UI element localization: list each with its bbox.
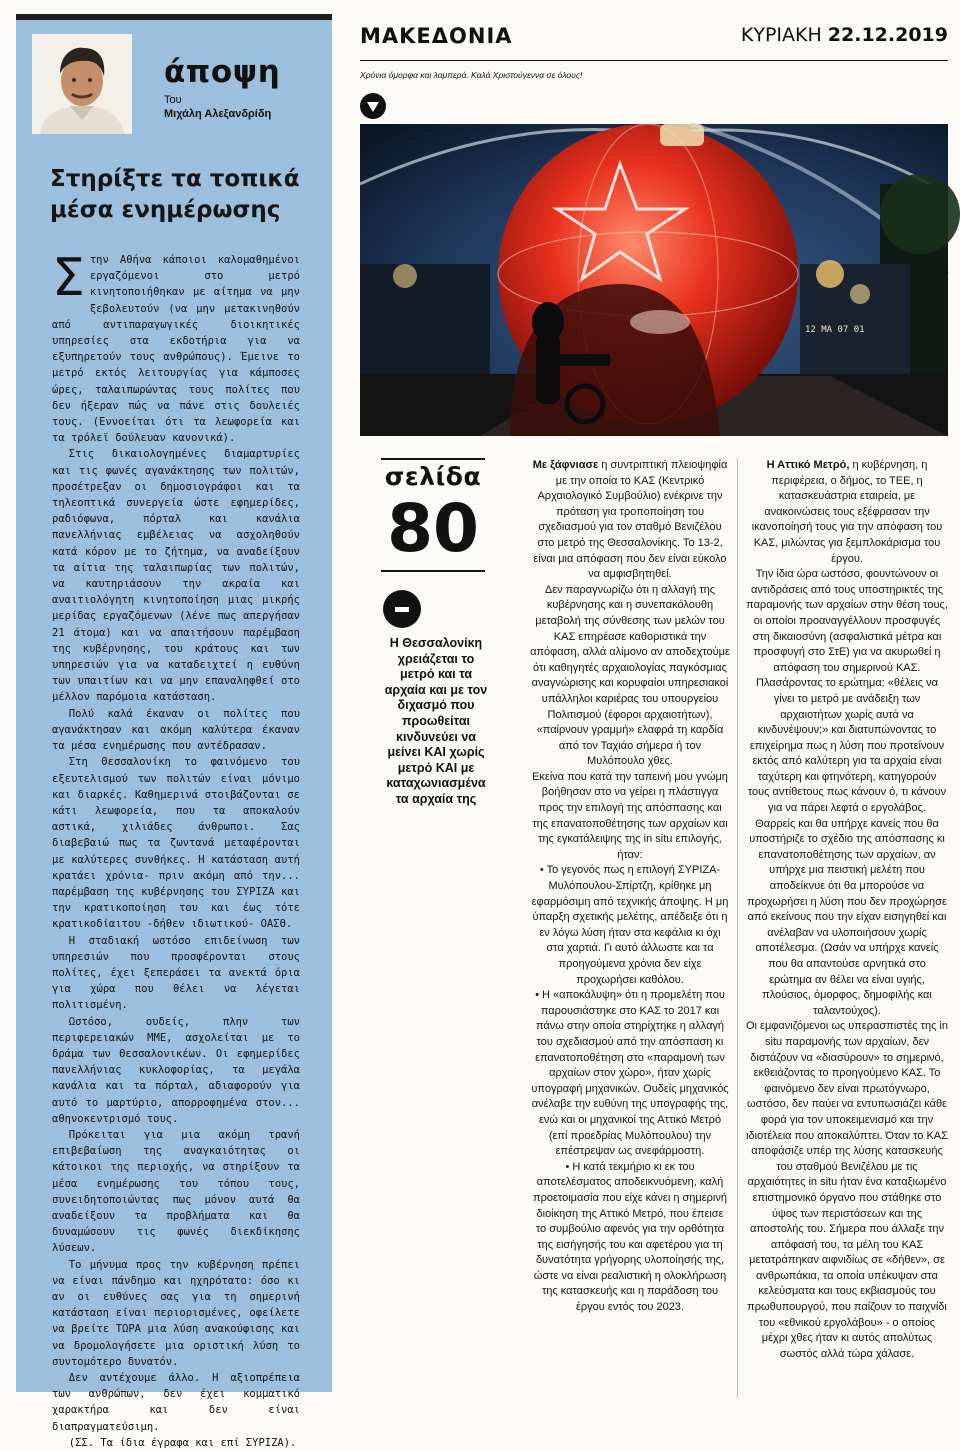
triangle-down-icon <box>367 102 379 112</box>
paragraph <box>746 458 948 567</box>
newspaper-name: ΜΑΚΕΔΟΝΙΑ <box>360 24 513 48</box>
article-column-1 <box>530 458 730 1316</box>
section-kicker: άποψη <box>164 54 281 90</box>
page-reference-number: 80 <box>387 490 479 567</box>
paragraph-lead-in: Η Αττικό Μετρό, <box>766 459 850 471</box>
paragraph: (ΣΣ. Τα ίδια έγραφα και επί ΣΥΡΙΖΑ). <box>68 1436 297 1449</box>
opinion-top-rule <box>16 14 332 20</box>
date-label: 22.12.2019 <box>827 24 948 46</box>
paragraph: Θαρρείς και θα υπήρχε κανείς που θα υποστήριζε το σχέδιο της απόσπασης κι επανατοποθέτησης των αρχαίων, αν υπήρχε μια πειστική μελέτη που αποδείκνυε ότι θα μπορούσε να προχωρήσει η λύση που δεν προχώρησε από εκείνους που την είχαν εισηγηθεί και ανέλαβαν να υλοποιήσουν χωρίς αποτέλεσμα. (Ωσάν να υπήρχε κανείς που θα απαντούσε αρνητικά στο ερώτημα αν θέλει να είναι υγιής, πλούσιος, όμορφος, δημοφιλής και ταλαντούχος). <box>747 817 947 1017</box>
author-name: Μιχάλη Αλεξανδρίδη <box>164 108 272 120</box>
photo-caption: Χρόνια όμορφα και λαμπερά. Καλά Χριστούγεννα σε όλους! <box>360 70 583 80</box>
minus-icon <box>383 590 421 628</box>
opinion-column <box>16 14 332 1449</box>
opinion-body <box>52 248 300 1451</box>
author-portrait-icon <box>32 34 132 134</box>
paragraph: Εκείνα που κατά την ταπεινή μου γνώμη βοήθησαν στο να γείρει η πλάστιγγα προς την επιλογή της απόσπασης και της επανατοποθέτησης των αρχαίων και της εγκατάλειψης της in situ επιλογής, ήταν: <box>532 770 728 861</box>
paragraph-text: η κυβέρνηση, η περιφέρεια, ο δήμος, το ΤΕΕ, η κατασκευάστρια εταιρεία, με ανακοινώσεις τους εξέφρασαν την ικανοποίησή τους για την απόφαση του ΚΑΣ, μιλώντας για ξεμπλοκάρισμα του έργου. <box>751 459 943 565</box>
paragraph: Η σταδιακή ωστόσο επιδείνωση των υπηρεσιών που προσφέρονται στους πολίτες, έχει ξεπεράσει τα ανεκτά όρια για χώρα που θέλει να λέγεται πολιτισμένη. <box>52 934 300 1012</box>
paragraph: Στις δικαιολογημένες διαμαρτυρίες και τις φωνές αγανάκτησης των πολιτών, προσέτρεξαν οι δημοσιογράφοι και τα τηλεοπτικά συνεργεία ώστε εφημερίδες, ραδιόφωνα, πόρταλ και κανάλια πανελλήνιας εμβέλειας να ασχοληθούν κατά κόρον με το ζήτημα, να αναδείξουν τα αίτια της ταλαιπωρίας των πολιτών, να καυτηριάσουν την ακραία και αναιτιολόγητη κινητοποίηση μιας μικρής μερίδας εργαζόμενων (λένε πως απεργήσαν 21 άτομα) και να απαιτήσουν παρέμβαση της κυβέρνησης, του κράτους και των υπηρεσιών για να καταδειχτεί η ευθύνη των υπαιτίων και να μην επαναληφθεί στο μέλλον παρόμοια κατάσταση. <box>52 448 300 704</box>
paragraph: • Η «αποκάλυψη» ότι η προμελέτη που παρουσιάστηκε στο ΚΑΣ το 2017 και πάνω στην οποία στηρίχτηκε η αλλαγή του σχεδιασμού από την απόσπαση κι επανατοποθέτηση στο «παραμονή των αρχαίων στον χώρο», ήταν χωρίς υπογραφή μηχανικών. Ουδείς μηχανικός ανέλαβε την ευθύνη της υπογραφής της, ενώ και οι μηχανικοί της Αττικό Μετρό (επί προεδρίας Μυλόπουλου) την επέστρεψαν ως ανεφάρμοστη. <box>531 989 729 1158</box>
paragraph: Δεν παραγνωρίζω ότι η αλλαγή της κυβέρνησης και η συνεπακόλουθη μεταβολή της σύνθεσης των μελών του ΚΑΣ επηρέασε καθοριστικά την απόφαση, αλλά αλίμονο αν αποδεχτούμε ότι καθηγητές αρχαιολογίας παγκόσμιας αναγνώρισης και κορυφαίοι υπηρεσιακοί υπάλληλοι καριέρας του υπουργείου Πολιτισμού (έφοροι αρχαιοτήτων), «παίρνουν γραμμή» ελαφρά τη καρδία από τον Ταχιάο σήμερα ή τον Μυλόπουλο χθες. <box>530 583 730 768</box>
paragraph: • Η κατά τεκμήριο κι εκ του αποτελέσματος αποδεικνυόμενη, καλή προετοιμασία που είχε κάνει η σημερινή διοίκηση της Αττικό Μετρό, που έπεισε το συμβούλιο αφενός για την ορθότητα της εισήγησής του και αφετέρου για τη δυνατότητα γρήγορης υλοποίησής της, ώστε να είναι ρεαλιστική η ολοκλήρωση της κατασκευής και η παράδοση του έργου εντός του 2023. <box>533 1160 727 1314</box>
page-reference-label: σελίδα <box>384 462 482 491</box>
opinion-headline: Στηρίξτε τα τοπικά μέσα ενημέρωσης <box>50 166 300 223</box>
day-label: ΚΥΡΙΑΚΗ <box>740 24 822 46</box>
paragraph: • Το γεγονός πως η επιλογή ΣΥΡΙΖΑ-Μυλόπουλου-Σπίρτζη, κρίθηκε μη εφαρμόσιμη από τεχνικής άποψης. Η μη ύπαρξη σχετικής μελέτης, απέδειξε ότι η εν λόγω λύση ήταν στα κεφάλια κι όχι στα χαρτιά. Γι αυτό άλλωστε και τα προηγούμενα χρόνια δεν είχε προχωρήσει καθόλου. <box>531 864 729 986</box>
paragraph: Πολύ καλά έκαναν οι πολίτες που αγανάκτησαν και ακόμη καλύτερα έκαναν τα μέσα ενημέρωσης που αντέδρασαν. <box>52 707 300 753</box>
paragraph: Οι εμφανιζόμενοι ως υπερασπιστές της in situ παραμονής των αρχαίων, δεν διστάζουν να «διασύρουν» το σημερινό, εκθειάζοντας το προηγούμενο ΚΑΣ. Το φαινόμενο δεν είναι πρωτόγνωρο, ωστόσο, δεν παύει να εντυπωσιάζει κάθε φορά για τον υποκειμενισμό και την ιδιοτέλεια που αποκαλύπτει. Όταν το ΚΑΣ αποφάσιζε υπέρ της λύσης κατασκευής του σταθμού Βενιζέλου με τις αρχαιότητες in situ ήταν ένα καταξιωμένο επιστημονικό όργανο που στάθηκε στο ύψος των περιστάσεων και της αποστολής του. Σήμερα που άλλαξε την απόφασή του, τα μέλη του ΚΑΣ μετατράπηκαν αιφνιδίως σε «δήθεν», σε ανθρωπάκια, τα οποία υπέκυψαν στα κελεύσματα και τους εκβιασμούς του πρωθυπουργού, που παίζουν το παιχνίδι του «εθνικού εργολάβου» - ο οποίος μέχρι χθες ήταν κι αυτός απολύτως σωστός αλλά τώρα χάλασε. <box>746 1020 948 1360</box>
paragraph: Πρόκειται για μια ακόμη τρανή επιβεβαίωση της αναγκαιότητας οι κάτοικοι της περιοχής, να στηρίξουν τα μέσα ενημέρωσης του τόπου τους, συνειδητοποιώντας πως μόνον αυτά θα αναδείξουν τα προβλήματα και θα δυναμώσουν τις φωνές διεκδίκησης λύσεων. <box>52 1128 300 1255</box>
photo-sign-text: 12 ΜΑ 07 01 <box>805 325 865 335</box>
ornament-scene <box>360 124 948 436</box>
paragraph: Την ίδια ώρα ωστόσο, φουντώνουν οι αντιδράσεις από τους υποστηρικτές της παραμονής των αρχαίων στην θέση τους, οι οποίοι προαναγγέλλουν προσφυγές στη δικαιοσύνη (ασφαλιστικά μέτρα και προσφυγή στο ΣτΕ) για να ακυρωθεί η απόφαση του σημερινού ΚΑΣ. Πλασάροντας το ερώτημα: «θέλεις να γίνει το μετρό με ανάδειξη των αρχαιοτήτων χωρίς αυτά να κινδυνέψουν;» και διατυπώνοντας το επιχείρημα πως η λύση που προτείνουν εκτός από καλύτερη για τα αρχαία είναι ταχύτερη και φτηνότερη, κατηγορούν τους αντίθετους πως κάνουν ό, τι κάνουν για να πάρει λεφτά ο εργολάβος. <box>746 568 948 815</box>
paragraph: Στη Θεσσαλονίκη το φαινόμενο του εξευτελισμού των πολιτών είναι μόνιμο και διαρκές. Καθημερινά στοιβάζονται σε κάτι λεωφορεία, που τα αποκαλούν αστικά, χιλιάδες άνθρωποι. Σας διαβεβαιώ πως τα ζωντανά μεταφέρονται με καλύτερες συνθήκες. Η κατάσταση αυτή κρατάει χρόνια- πριν ακόμη από την... παρέμβαση της κυβέρνησης του ΣΥΡΙΖΑ και την κρατικοποίηση του και έως τότε κρατικοδίαιτου -δήθεν ιδιωτικού- ΟΑΣΘ. <box>52 756 300 931</box>
paragraph-text: την Αθήνα κάποιοι καλομαθημένοι εργαζόμενοι στο μετρό κινητοποιήθηκαν με αίτημα να μην ξεβολευτούν (να μην μετακινηθούν από αντιπαραγωγικές διοικητικές υπηρεσίες στα εκδοτήρια για να εξυπηρετούν τους ανθρώπους). Έμεινε το μετρό εκτός λειτουργίας για κάμποσες ώρες, ταλαιπωρώντας τους πολίτες που δεν ήξεραν πώς να πάνε στις δουλειές τους. (Εννοείται ότι τα λεωφορεία και τα τρόλεϊ δούλευαν κανονικά). <box>52 254 300 445</box>
author-photo <box>32 34 132 134</box>
dateline <box>741 24 948 46</box>
paragraph-text: η συντριπτική πλειοψηφία με την οποία το ΚΑΣ (Κεντρικό Αρχαιολογικό Συμβούλιο) ενέκρινε την πρόταση για τροποποίηση του σχεδιασμού για τον σταθμό Βενιζέλου στο μετρό της Θεσσαλονίκης. Το 13-2, είναι μια απόφαση που δεν είναι εύκολο να αμφισβητηθεί. <box>533 459 728 581</box>
column-divider <box>737 458 738 1398</box>
paragraph: Το μήνυμα προς την κυβέρνηση πρέπει να είναι πάνδημο και ηχηρότατο: όσο κι αν οι ευθύνες σας για τη σημερινή κατάσταση είναι περιορισμένες, οφείλετε να βρείτε ΤΩΡΑ μια λύση ανακούφισης και να δρομολογήσετε μια οριστική λύση το συντομότερο δυνατόν. <box>52 1258 300 1368</box>
paragraph <box>530 458 730 583</box>
page-reference-box <box>381 458 485 572</box>
christmas-ornament-photo <box>360 124 948 436</box>
article-column-2 <box>746 458 948 1362</box>
dropcap: Σ <box>52 248 85 308</box>
paragraph <box>52 248 300 446</box>
masthead <box>360 24 948 61</box>
paragraph-lead-in: Με ξάφνιασε <box>532 459 599 471</box>
byline-prefix: Του <box>164 94 182 106</box>
paragraph: Δεν αντέχουμε άλλο. Η αξιοπρέπεια των ανθρώπων, δεν έχει κομματικό χαρακτήρα και δεν είναι διαπραγματεύσιμη. <box>52 1372 300 1433</box>
article-lead: Η Θεσσαλονίκη χρειάζεται το μετρό και τα αρχαία και με τον διχασμό που προωθείται κινδυνεύει να μείνει ΚΑΙ χωρίς μετρό ΚΑΙ με καταχωνιασμένα τα αρχαία της <box>384 636 488 806</box>
paragraph: Ωστόσο, ουδείς, πλην των περιφερειακών ΜΜΕ, ασχολείται με το δράμα των Θεσσαλονικέων. Οι εφημερίδες πανελλήνιας κυκλοφορίας, τα μεγάλα κανάλια και τα πόρταλ, αδιαφορούν για αυτό το μαρτύριο, απορροφημένα στον... αθηνοκεντρισμό τους. <box>52 1015 300 1125</box>
caption-marker <box>360 93 386 119</box>
